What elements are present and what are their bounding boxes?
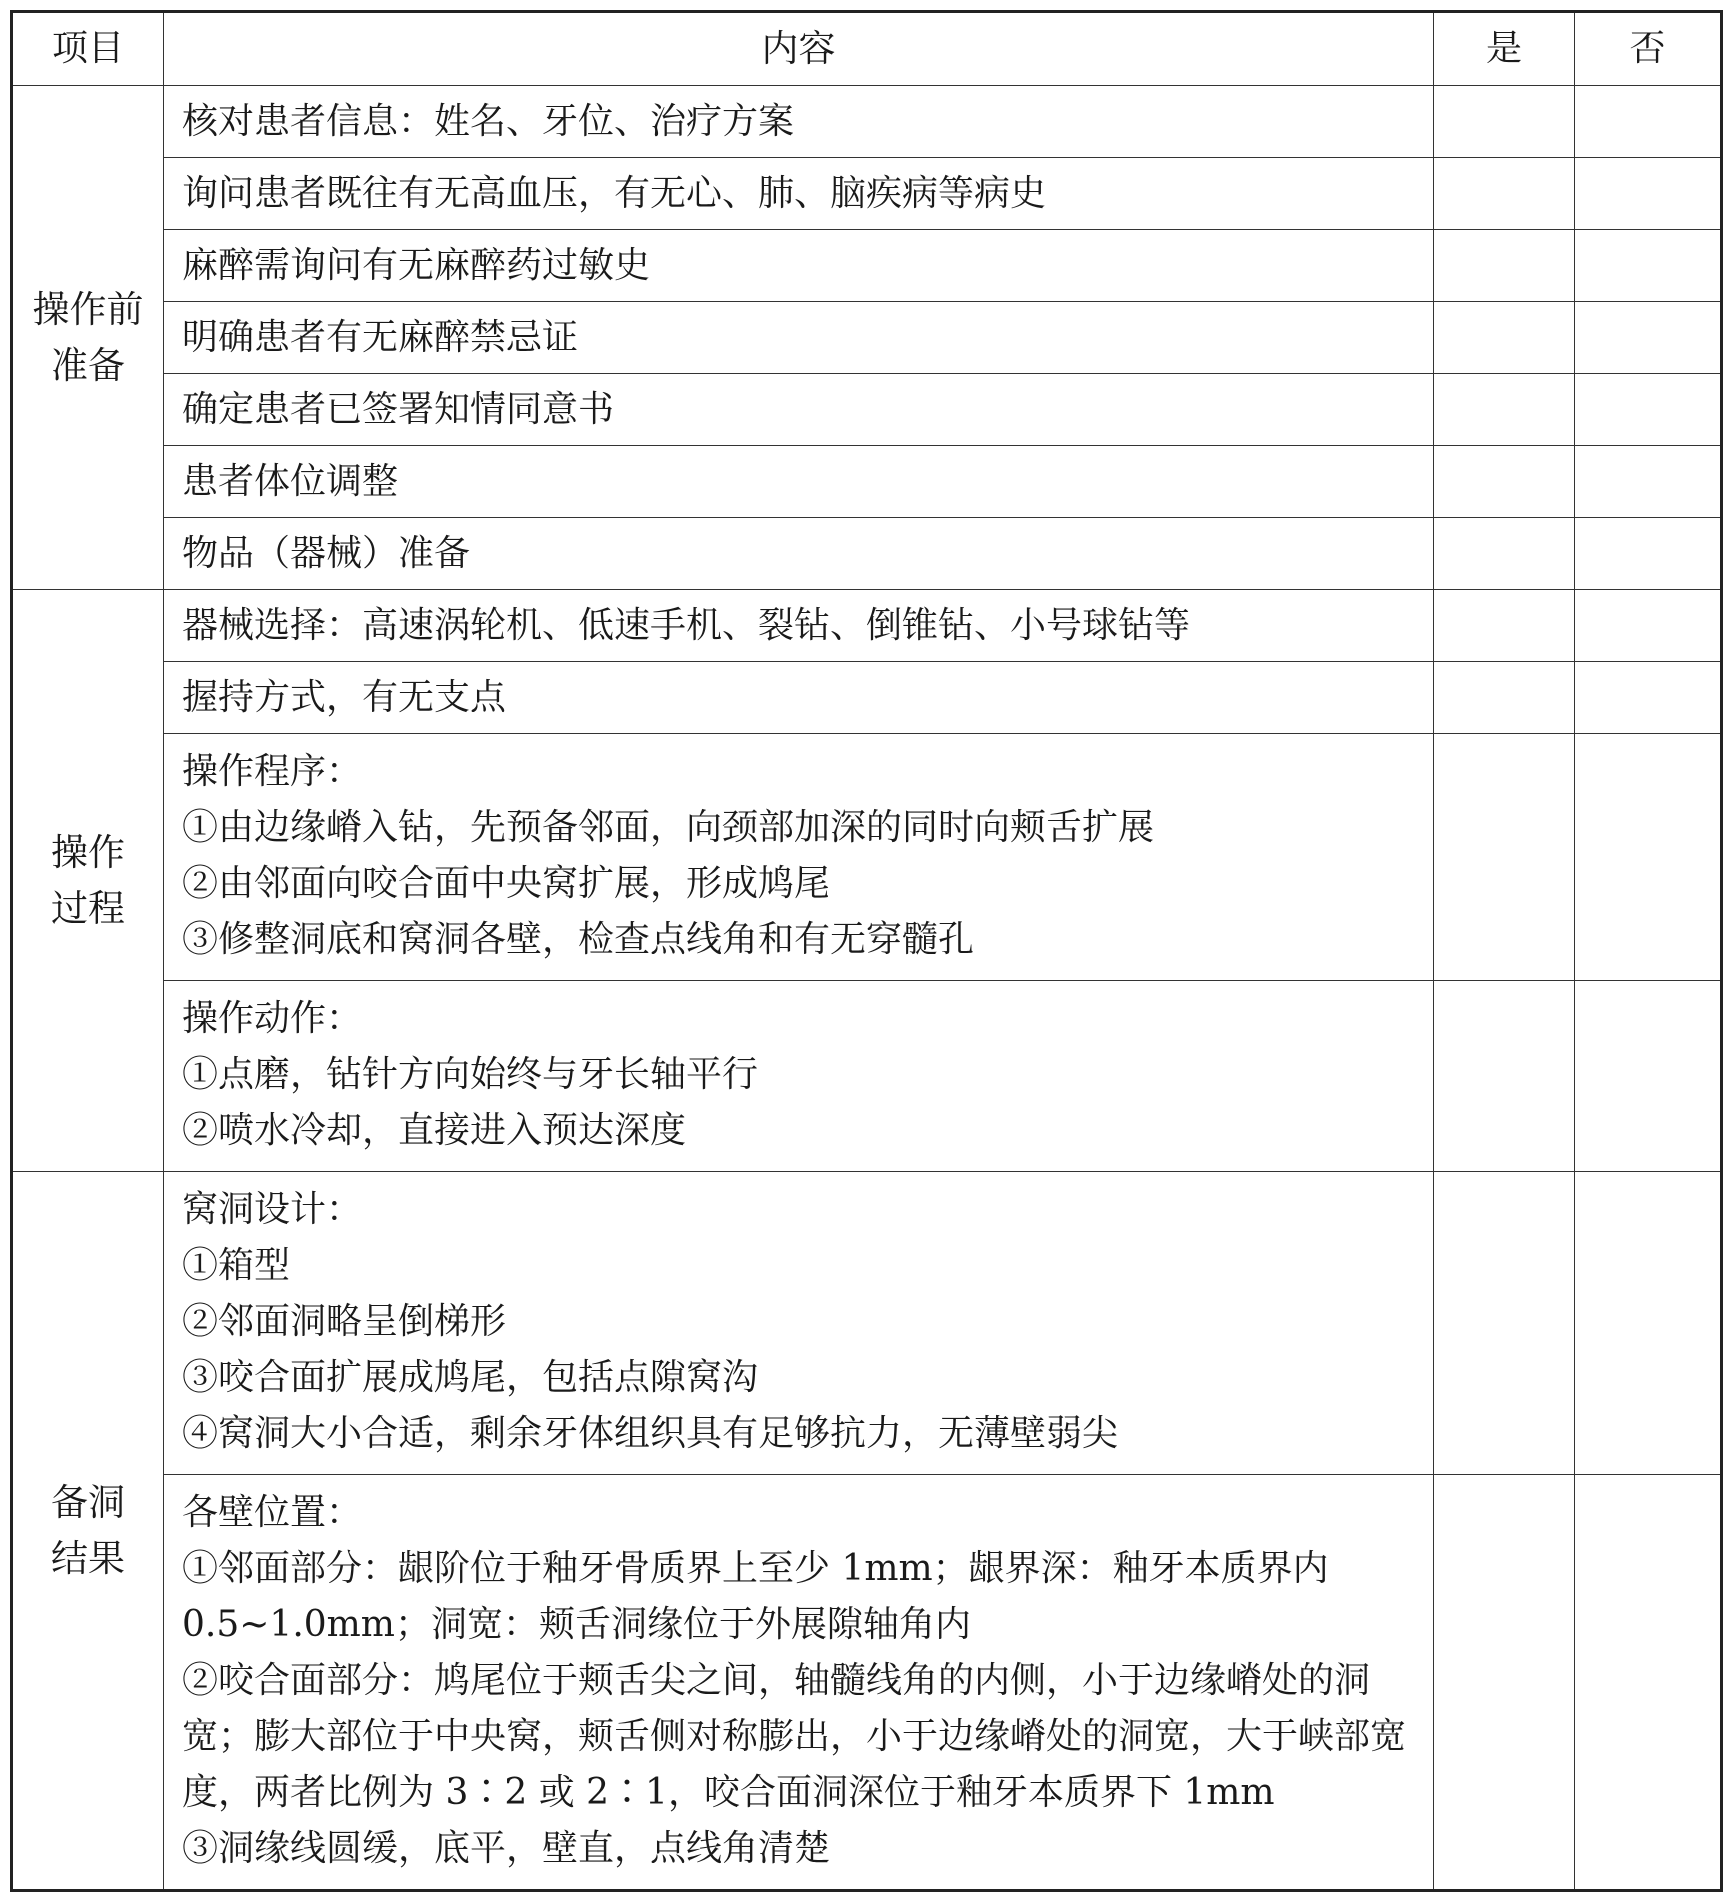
no-cell[interactable] — [1575, 662, 1722, 734]
category-pre-operation — [12, 86, 164, 590]
table-row — [12, 374, 1722, 446]
category-line: 操作 — [51, 830, 125, 874]
yes-cell[interactable] — [1434, 1172, 1575, 1475]
no-cell[interactable] — [1575, 302, 1722, 374]
yes-cell[interactable] — [1434, 662, 1575, 734]
item-line: ②喷水冷却，直接进入预达深度 — [182, 1110, 687, 1151]
item-line: 操作程序： — [182, 751, 363, 792]
item-text: 询问患者既往有无高血压，有无心、肺、脑疾病等病史 — [164, 158, 1434, 230]
item-line: ③洞缘线圆缓，底平，壁直，点线角清楚 — [182, 1828, 831, 1869]
item-text: 明确患者有无麻醉禁忌证 — [164, 302, 1434, 374]
item-text: 器械选择：高速涡轮机、低速手机、裂钻、倒锥钻、小号球钻等 — [164, 590, 1434, 662]
item-line: ③修整洞底和窝洞各壁，检查点线角和有无穿髓孔 — [182, 919, 975, 960]
item-line: 操作动作： — [182, 998, 363, 1039]
item-text: 确定患者已签署知情同意书 — [164, 374, 1434, 446]
yes-cell[interactable] — [1434, 158, 1575, 230]
table-row — [12, 518, 1722, 590]
no-cell[interactable] — [1575, 230, 1722, 302]
table-row — [12, 1172, 1722, 1475]
yes-cell[interactable] — [1434, 981, 1575, 1172]
yes-cell[interactable] — [1434, 446, 1575, 518]
yes-cell[interactable] — [1434, 374, 1575, 446]
item-operation-action — [164, 981, 1434, 1172]
item-line: ③咬合面扩展成鸠尾，包括点隙窝沟 — [182, 1357, 759, 1398]
item-line: ①邻面部分：龈阶位于釉牙骨质界上至少 1mm；龈界深：釉牙本质界内 — [182, 1548, 1329, 1589]
category-preparation-result — [12, 1172, 164, 1891]
no-cell[interactable] — [1575, 86, 1722, 158]
no-cell[interactable] — [1575, 1475, 1722, 1891]
header-content: 内容 — [164, 12, 1434, 86]
item-line: ①由边缘嵴入钻，先预备邻面，向颈部加深的同时向颊舌扩展 — [182, 807, 1155, 848]
item-wall-position — [164, 1475, 1434, 1891]
yes-cell[interactable] — [1434, 230, 1575, 302]
no-cell[interactable] — [1575, 446, 1722, 518]
item-line: ②咬合面部分：鸠尾位于颊舌尖之间，轴髓线角的内侧，小于边缘嵴处的洞 — [182, 1660, 1371, 1701]
item-line: 度，两者比例为 3∶2 或 2∶1，咬合面洞深位于釉牙本质界下 1mm — [182, 1772, 1275, 1813]
category-line: 过程 — [51, 886, 125, 930]
item-text: 患者体位调整 — [164, 446, 1434, 518]
item-line: ①点磨，钻针方向始终与牙长轴平行 — [182, 1054, 759, 1095]
table-row — [12, 662, 1722, 734]
header-category: 项目 — [12, 12, 164, 86]
item-text: 握持方式，有无支点 — [164, 662, 1434, 734]
item-line: 窝洞设计： — [182, 1189, 363, 1230]
no-cell[interactable] — [1575, 158, 1722, 230]
table-row — [12, 158, 1722, 230]
item-text: 物品（器械）准备 — [164, 518, 1434, 590]
header-row — [12, 12, 1722, 86]
table-row — [12, 86, 1722, 158]
item-line: ②由邻面向咬合面中央窝扩展，形成鸠尾 — [182, 863, 831, 904]
no-cell[interactable] — [1575, 1172, 1722, 1475]
category-line: 操作前 — [32, 287, 144, 331]
yes-cell[interactable] — [1434, 302, 1575, 374]
item-text: 核对患者信息：姓名、牙位、治疗方案 — [164, 86, 1434, 158]
item-line: ①箱型 — [182, 1245, 291, 1286]
item-text: 麻醉需询问有无麻醉药过敏史 — [164, 230, 1434, 302]
item-line: ④窝洞大小合适，剩余牙体组织具有足够抗力，无薄壁弱尖 — [182, 1413, 1119, 1454]
table-row — [12, 302, 1722, 374]
item-cavity-design — [164, 1172, 1434, 1475]
category-line: 备洞 — [51, 1480, 125, 1524]
yes-cell[interactable] — [1434, 590, 1575, 662]
no-cell[interactable] — [1575, 590, 1722, 662]
table-row — [12, 446, 1722, 518]
no-cell[interactable] — [1575, 374, 1722, 446]
table-row — [12, 230, 1722, 302]
table-row — [12, 1475, 1722, 1891]
item-line: 各壁位置： — [182, 1492, 363, 1533]
item-operation-procedure — [164, 734, 1434, 981]
yes-cell[interactable] — [1434, 1475, 1575, 1891]
item-line: 宽；膨大部位于中央窝，颊舌侧对称膨出，小于边缘嵴处的洞宽，大于峡部宽 — [182, 1716, 1407, 1757]
header-yes: 是 — [1434, 12, 1575, 86]
table-row — [12, 590, 1722, 662]
no-cell[interactable] — [1575, 734, 1722, 981]
header-no: 否 — [1575, 12, 1722, 86]
checklist-table — [10, 10, 1723, 1892]
category-line: 准备 — [51, 343, 125, 387]
yes-cell[interactable] — [1434, 518, 1575, 590]
table-row — [12, 981, 1722, 1172]
no-cell[interactable] — [1575, 981, 1722, 1172]
item-line: 0.5~1.0mm；洞宽：颊舌洞缘位于外展隙轴角内 — [182, 1604, 971, 1645]
table-row — [12, 734, 1722, 981]
category-operation-process — [12, 590, 164, 1172]
no-cell[interactable] — [1575, 518, 1722, 590]
yes-cell[interactable] — [1434, 734, 1575, 981]
yes-cell[interactable] — [1434, 86, 1575, 158]
category-line: 结果 — [51, 1536, 125, 1580]
item-line: ②邻面洞略呈倒梯形 — [182, 1301, 507, 1342]
